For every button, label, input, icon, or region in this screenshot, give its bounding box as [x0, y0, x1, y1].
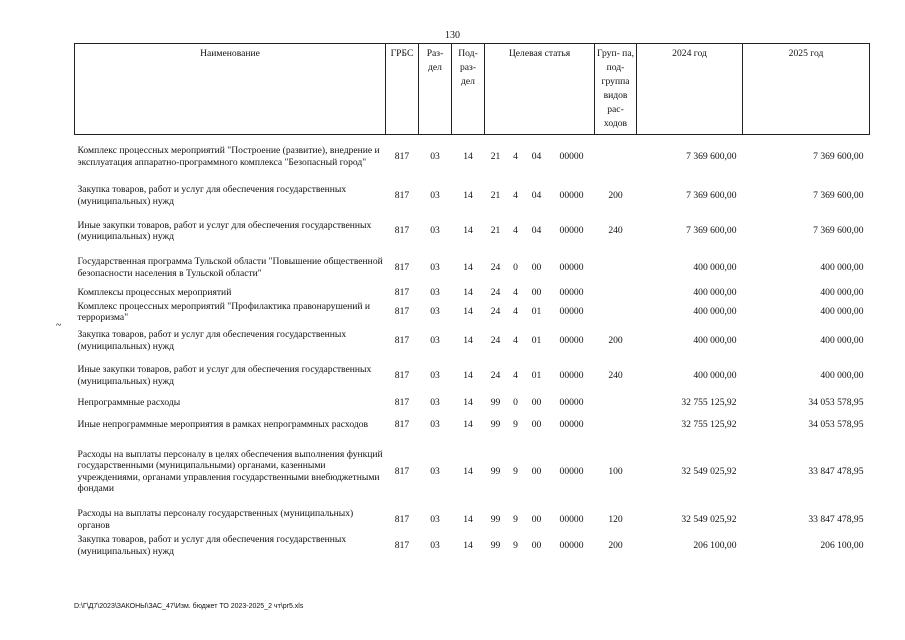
cell-cs-1: 21	[490, 225, 501, 237]
table-row	[75, 179, 870, 213]
cell-amount-2024: 7 369 600,00	[686, 151, 737, 162]
cell-cs-4: 00000	[559, 261, 584, 273]
cell-name: Закупка товаров, работ и услуг для обеспечения государственных (муниципальных) нужд	[77, 329, 347, 352]
cell-amount-2024: 7 369 600,00	[686, 189, 737, 201]
cell-grbs: 817	[394, 189, 410, 201]
cell-amount-2025: 400 000,00	[820, 287, 864, 299]
cell-grbs: 817	[394, 513, 410, 525]
cell-amount-2025: 34 053 578,95	[808, 418, 864, 430]
cell-cs-1: 24	[490, 306, 501, 318]
cell-name: Непрограммные расходы	[77, 396, 181, 408]
cell-cs-4: 00000	[559, 151, 584, 162]
cell-cs-4: 00000	[559, 465, 584, 477]
cell-cs-4: 00000	[559, 334, 584, 346]
cell-razdel: 03	[430, 334, 440, 346]
header-vid-rashodov: Груп- па, под- группа видов рас- ходов	[595, 44, 637, 135]
cell-vid-rashodov: 240	[608, 369, 623, 381]
cell-name: Иные непрограммные мероприятия в рамках непрограммных расходов	[77, 418, 369, 430]
cell-cs-3: 00	[531, 539, 542, 551]
table-row	[75, 250, 870, 286]
cell-razdel: 03	[430, 261, 440, 273]
cell-grbs: 817	[394, 306, 410, 318]
cell-vid-rashodov: 240	[608, 225, 623, 237]
table-row	[75, 534, 870, 558]
cell-vid-rashodov	[595, 286, 637, 301]
cell-podrazdel: 14	[463, 189, 473, 201]
cell-amount-2025: 206 100,00	[820, 539, 864, 551]
table-row	[75, 301, 870, 324]
cell-cs-4: 00000	[559, 396, 584, 408]
cell-cs-2: 4	[513, 151, 518, 162]
cell-vid-rashodov	[595, 135, 637, 179]
header-podrazdel: Под- раз- дел	[452, 44, 485, 135]
cell-amount-2024: 32 549 025,92	[681, 513, 737, 525]
cell-cs-1: 24	[490, 287, 501, 299]
cell-podrazdel: 14	[463, 369, 473, 381]
cell-cs-4: 00000	[559, 418, 584, 430]
cell-razdel: 03	[430, 225, 440, 237]
cell-amount-2025: 7 369 600,00	[813, 151, 864, 162]
cell-cs-2: 4	[513, 189, 518, 201]
cell-amount-2024: 400 000,00	[693, 369, 737, 381]
cell-amount-2025: 34 053 578,95	[808, 396, 864, 408]
cell-cs-4: 00000	[559, 513, 584, 525]
table-row	[75, 506, 870, 534]
cell-cs-4: 00000	[559, 287, 584, 299]
cell-name: Государственная программа Тульской области "Повышение общественной безопасности населения в Тульской области"	[77, 256, 383, 279]
cell-cs-2: 4	[513, 369, 518, 381]
cell-name: Иные закупки товаров, работ и услуг для обеспечения государственных (муниципальных) нужд	[77, 219, 372, 242]
cell-vid-rashodov	[595, 412, 637, 438]
cell-grbs: 817	[394, 261, 410, 273]
cell-name: Комплекс процессных мероприятий "Профилактика правонарушений и терроризма"	[77, 300, 371, 323]
cell-cs-1: 99	[490, 539, 501, 551]
cell-cs-2: 9	[513, 465, 518, 477]
table-row	[75, 286, 870, 301]
cell-cs-1: 99	[490, 465, 501, 477]
cell-amount-2024: 32 755 125,92	[681, 418, 737, 430]
cell-cs-4: 00000	[559, 225, 584, 237]
cell-name: Расходы на выплаты персоналу в целях обеспечения выполнения функций государственными (муниципальными) органами, казенными учреждениями, органами управления государственными внебюджетными фондами	[77, 448, 383, 494]
cell-vid-rashodov: 100	[608, 465, 623, 477]
table-row	[75, 394, 870, 412]
table-row	[75, 358, 870, 394]
table-row	[75, 135, 870, 179]
cell-cs-2: 4	[513, 287, 518, 299]
cell-cs-3: 00	[531, 261, 542, 273]
cell-cs-1: 99	[490, 513, 501, 525]
cell-cs-4: 00000	[559, 306, 584, 318]
cell-razdel: 03	[430, 189, 440, 201]
cell-cs-3: 00	[531, 513, 542, 525]
cell-vid-rashodov: 200	[608, 334, 623, 346]
header-grbs: ГРБС	[386, 44, 419, 135]
cell-cs-2: 0	[513, 261, 518, 273]
cell-amount-2025: 33 847 478,95	[808, 465, 864, 477]
cell-cs-1: 99	[490, 396, 501, 408]
cell-cs-4: 00000	[559, 189, 584, 201]
table-row	[75, 412, 870, 438]
cell-podrazdel: 14	[463, 334, 473, 346]
cell-cs-4: 00000	[559, 369, 584, 381]
cell-podrazdel: 14	[463, 418, 473, 430]
cell-cs-2: 9	[513, 418, 518, 430]
cell-cs-1: 21	[490, 151, 501, 162]
cell-amount-2025: 400 000,00	[820, 261, 864, 273]
cell-name: Расходы на выплаты персоналу государственных (муниципальных) органов	[77, 508, 354, 531]
cell-grbs: 817	[394, 334, 410, 346]
cell-podrazdel: 14	[463, 225, 473, 237]
cell-cs-2: 4	[513, 225, 518, 237]
cell-podrazdel: 14	[463, 396, 473, 408]
cell-amount-2025: 400 000,00	[820, 334, 864, 346]
page-number: 130	[445, 30, 460, 41]
cell-grbs: 817	[394, 369, 410, 381]
cell-cs-3: 04	[531, 151, 542, 162]
budget-table	[74, 43, 870, 558]
table-row	[75, 324, 870, 358]
cell-amount-2024: 32 549 025,92	[681, 465, 737, 477]
cell-amount-2024: 206 100,00	[693, 539, 737, 551]
cell-cs-1: 24	[490, 334, 501, 346]
cell-amount-2024: 400 000,00	[693, 306, 737, 318]
cell-cs-3: 01	[531, 334, 542, 346]
cell-amount-2024: 400 000,00	[693, 261, 737, 273]
cell-podrazdel: 14	[463, 287, 473, 299]
cell-razdel: 03	[430, 306, 440, 318]
cell-vid-rashodov	[595, 394, 637, 412]
cell-grbs: 817	[394, 418, 410, 430]
cell-podrazdel: 14	[463, 306, 473, 318]
cell-amount-2025: 7 369 600,00	[813, 189, 864, 201]
header-2025: 2025 год	[743, 44, 870, 135]
cell-grbs: 817	[394, 287, 410, 299]
cell-grbs: 817	[394, 396, 410, 408]
cell-amount-2025: 400 000,00	[820, 369, 864, 381]
cell-cs-1: 24	[490, 369, 501, 381]
table-row	[75, 213, 870, 250]
cell-name: Иные закупки товаров, работ и услуг для обеспечения государственных (муниципальных) нужд	[77, 364, 372, 387]
cell-vid-rashodov	[595, 301, 637, 324]
cell-cs-2: 4	[513, 306, 518, 318]
table-row	[75, 438, 870, 506]
file-path-footer: D:\Г\Д7\2023\ЗАКОНЫ\ЗАС_47\Изм. бюджет ТО 2023-2025_2 чт\pr5.xls	[74, 603, 304, 610]
cell-cs-3: 01	[531, 369, 542, 381]
cell-grbs: 817	[394, 151, 410, 162]
cell-razdel: 03	[430, 465, 440, 477]
cell-razdel: 03	[430, 287, 440, 299]
cell-name: Закупка товаров, работ и услуг для обеспечения государственных (муниципальных) нужд	[77, 534, 347, 557]
cell-cs-3: 00	[531, 396, 542, 408]
cell-cs-3: 04	[531, 189, 542, 201]
cell-vid-rashodov: 120	[608, 513, 623, 525]
cell-cs-3: 00	[531, 287, 542, 299]
cell-amount-2024: 400 000,00	[693, 287, 737, 299]
cell-name: Закупка товаров, работ и услуг для обеспечения государственных (муниципальных) нужд	[77, 184, 347, 207]
cell-cs-3: 00	[531, 418, 542, 430]
cell-cs-3: 01	[531, 306, 542, 318]
cell-razdel: 03	[430, 396, 440, 408]
margin-mark: ~	[56, 320, 62, 331]
cell-cs-3: 00	[531, 465, 542, 477]
header-name: Наименование	[75, 44, 386, 135]
cell-name: Комплексы процессных мероприятий	[77, 287, 232, 299]
cell-cs-1: 21	[490, 189, 501, 201]
cell-razdel: 03	[430, 369, 440, 381]
cell-amount-2025: 400 000,00	[820, 306, 864, 318]
cell-amount-2025: 33 847 478,95	[808, 513, 864, 525]
cell-podrazdel: 14	[463, 151, 473, 162]
cell-cs-1: 99	[490, 418, 501, 430]
cell-podrazdel: 14	[463, 261, 473, 273]
cell-razdel: 03	[430, 513, 440, 525]
cell-amount-2024: 400 000,00	[693, 334, 737, 346]
cell-grbs: 817	[394, 465, 410, 477]
cell-amount-2025: 7 369 600,00	[813, 225, 864, 237]
cell-name: Комплекс процессных мероприятий "Построение (развитие), внедрение и эксплуатация аппаратно-программного комплекса "Безопасный город"	[77, 145, 380, 168]
cell-razdel: 03	[430, 418, 440, 430]
cell-cs-2: 4	[513, 334, 518, 346]
cell-vid-rashodov: 200	[608, 189, 623, 201]
cell-grbs: 817	[394, 539, 410, 551]
cell-podrazdel: 14	[463, 465, 473, 477]
cell-podrazdel: 14	[463, 513, 473, 525]
cell-cs-2: 9	[513, 539, 518, 551]
cell-vid-rashodov: 200	[608, 539, 623, 551]
cell-vid-rashodov	[595, 250, 637, 286]
cell-cs-3: 04	[531, 225, 542, 237]
cell-amount-2024: 7 369 600,00	[686, 225, 737, 237]
cell-cs-2: 0	[513, 396, 518, 408]
cell-razdel: 03	[430, 539, 440, 551]
cell-cs-2: 9	[513, 513, 518, 525]
cell-amount-2024: 32 755 125,92	[681, 396, 737, 408]
cell-podrazdel: 14	[463, 539, 473, 551]
cell-cs-1: 24	[490, 261, 501, 273]
cell-grbs: 817	[394, 225, 410, 237]
header-celevaya-statya: Целевая статья	[485, 44, 595, 135]
cell-cs-4: 00000	[559, 539, 584, 551]
header-razdel: Раз- дел	[419, 44, 452, 135]
cell-razdel: 03	[430, 151, 440, 162]
header-2024: 2024 год	[637, 44, 743, 135]
